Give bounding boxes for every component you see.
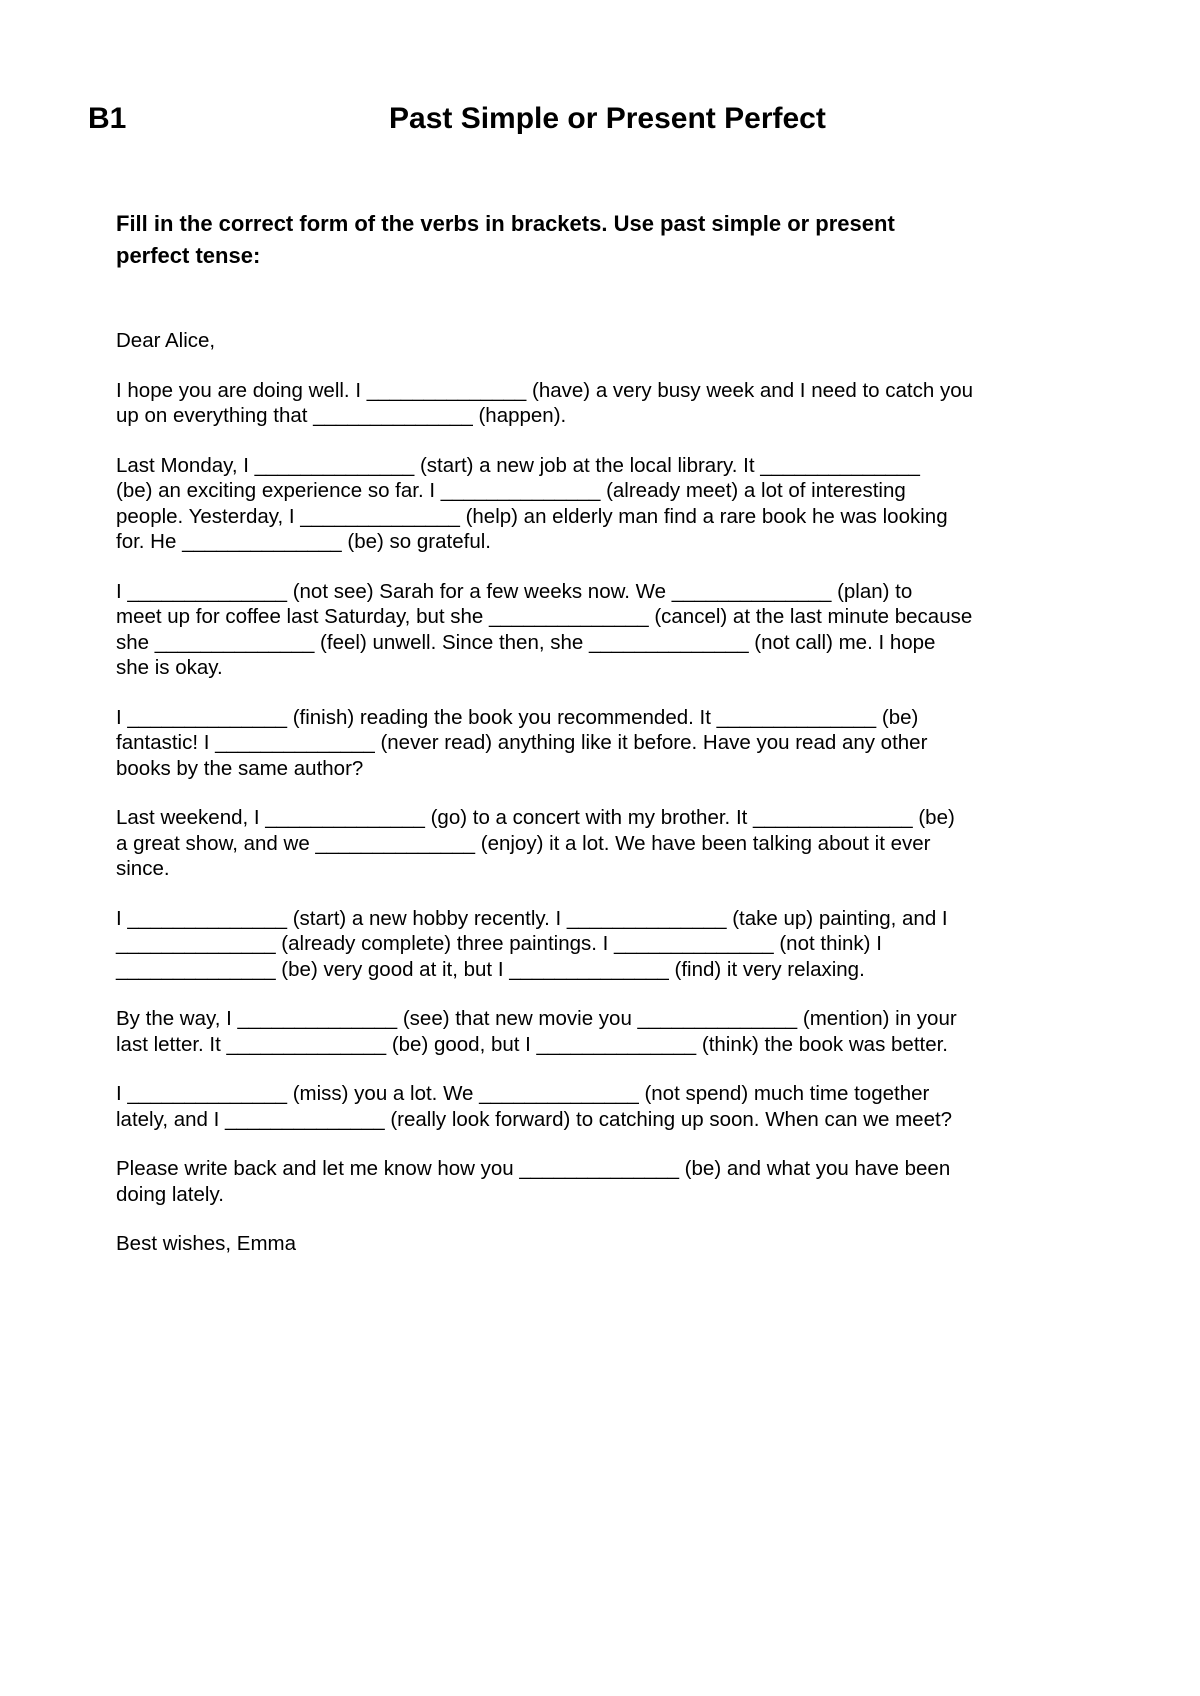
letter-paragraph: I ______________ (start) a new hobby recently. I ______________ (take up) painting, and I ______________ (already complete) three paintings. I ______________ (not think) I ______________ (be) very good at it, but I ______________ (find) it very relaxing. [116, 906, 948, 981]
instructions: Fill in the correct form of the verbs in brackets. Use past simple or present perfect tense: [116, 211, 895, 268]
letter-paragraph: I ______________ (not see) Sarah for a few weeks now. We ______________ (plan) to meet up for coffee last Saturday, but she ______________ (cancel) at the last minute because she ______________ (feel) unwell. Since then, she ______________ (not call) me. I hope she is okay. [116, 579, 973, 679]
letter-closing: Best wishes, Emma [116, 1232, 296, 1255]
letter-paragraph: I hope you are doing well. I ______________ (have) a very busy week and I need to catch you up on everything that ______________ (happen). [116, 378, 974, 427]
level-label: B1 [88, 102, 127, 135]
letter-paragraph: By the way, I ______________ (see) that new movie you ______________ (mention) in your last letter. It ______________ (be) good, but I ______________ (think) the book was better. [116, 1007, 957, 1056]
letter-greeting: Dear Alice, [116, 329, 216, 352]
letter-body [116, 328, 1076, 1257]
letter-paragraph: Last Monday, I ______________ (start) a new job at the local library. It ______________ (be) an exciting experience so far. I ______________ (already meet) a lot of interesting people. Yesterday, I ______________ (help) an elderly man find a rare book he was looking for. He ______________ (be) so grateful. [116, 453, 948, 553]
letter-paragraph: Last weekend, I ______________ (go) to a concert with my brother. It ______________ (be) a great show, and we ______________ (enjoy) it a lot. We have been talking about it ever since. [116, 806, 955, 880]
page-title: Past Simple or Present Perfect [389, 102, 826, 135]
letter-paragraph: I ______________ (finish) reading the book you recommended. It ______________ (be) fantastic! I ______________ (never read) anything like it before. Have you read any other books by the same author? [116, 705, 928, 780]
letter-paragraph: Please write back and let me know how you ______________ (be) and what you have been doing lately. [116, 1157, 951, 1206]
letter-paragraph: I ______________ (miss) you a lot. We ______________ (not spend) much time together lately, and I ______________ (really look forward) to catching up soon. When can we meet? [116, 1082, 953, 1131]
